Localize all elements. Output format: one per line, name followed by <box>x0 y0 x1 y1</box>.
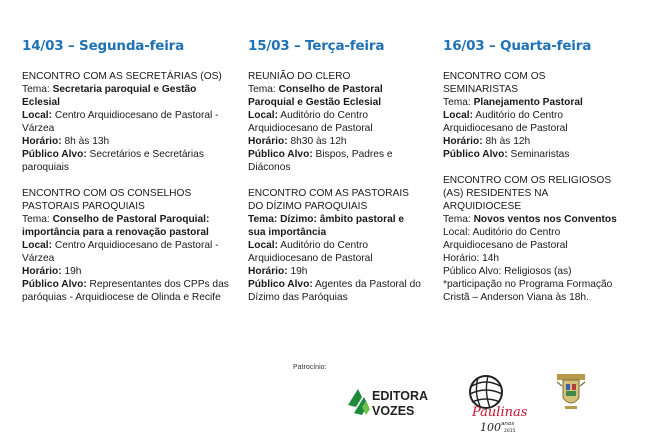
day-heading: 14/03 – Segunda-feira <box>22 38 185 54</box>
event-detail-value: 8h às 12h <box>482 136 531 147</box>
event-title: ENCONTRO COM OS CONSELHOS PASTORAIS PAROQUIAIS <box>22 188 192 212</box>
event-detail-row <box>22 83 232 109</box>
event-detail-row <box>443 148 623 161</box>
event-detail-key: Horário: <box>443 136 483 147</box>
event-detail-value: Secretaria paroquial e Gestão Eclesial <box>22 84 197 108</box>
crest-logo <box>555 372 587 412</box>
crest-icon <box>555 372 587 412</box>
event-detail-value: Auditório do Centro Arquidiocesano de Pastoral <box>248 110 373 134</box>
event-detail-key: Local: <box>22 110 53 121</box>
event-title: REUNIÃO DO CLERO <box>248 71 351 82</box>
events-list <box>443 70 623 317</box>
event-detail-value: Secretários e Secretárias paroquiais <box>22 149 204 173</box>
event-detail-row <box>248 109 423 135</box>
vozes-line2: VOZES <box>372 404 415 418</box>
event-detail-value: 14h <box>479 253 500 264</box>
event-detail-row <box>443 96 623 109</box>
event-detail-row <box>248 239 423 265</box>
event-block <box>443 70 623 161</box>
event-detail-key: Horário: <box>248 136 288 147</box>
event-detail-key: Tema: <box>248 84 279 95</box>
event-detail-row <box>248 278 423 304</box>
event-detail-key: Público Alvo: <box>443 149 508 160</box>
event-detail-key: Público Alvo: <box>22 149 87 160</box>
event-detail-value: 8h30 às 12h <box>287 136 347 147</box>
event-detail-row <box>22 109 232 135</box>
event-detail-key: Local: <box>443 110 474 121</box>
event-detail-row <box>22 213 232 239</box>
event-detail-row <box>22 278 232 304</box>
event-detail-value: Bispos, Padres e Diáconos <box>248 149 393 173</box>
event-detail-key: Local: <box>22 240 53 251</box>
event-detail-key: Horário: <box>248 266 288 277</box>
event-detail-key: Tema: <box>443 214 474 225</box>
event-detail-key: Público Alvo: <box>443 266 502 277</box>
event-title: ENCONTRO COM OS RELIGIOSOS (AS) RESIDENTES NA ARQUIDIOCESE <box>443 175 612 212</box>
event-detail-value: Centro Arquidiocesano de Pastoral - Várzea <box>22 110 219 134</box>
sponsor-label: Patrocínio: <box>293 364 327 371</box>
event-detail-key: Horário: <box>443 253 480 264</box>
event-detail-value: Religiosos (as) <box>501 266 572 277</box>
event-detail-value: 19h <box>61 266 82 277</box>
event-detail-row <box>443 213 623 226</box>
paulinas-logo <box>458 372 528 434</box>
event-block <box>443 174 623 304</box>
event-detail-key: Local: <box>248 110 279 121</box>
event-detail-row <box>248 135 423 148</box>
event-detail-key: Público Alvo: <box>22 279 87 290</box>
vozes-logo <box>346 383 432 423</box>
event-detail-value: Conselho de Pastoral Paroquial: importância para a renovação pastoral <box>22 214 210 238</box>
event-detail-value: Planejamento Pastoral <box>473 97 583 108</box>
event-detail-row <box>248 83 423 109</box>
day-heading: 16/03 – Quarta-feira <box>443 38 592 54</box>
event-detail-row <box>248 213 423 239</box>
event-detail-row <box>22 135 232 148</box>
event-title: ENCONTRO COM AS SECRETÁRIAS (OS) <box>22 71 222 82</box>
day-heading: 15/03 – Terça-feira <box>248 38 385 54</box>
event-block <box>248 70 423 174</box>
event-detail-value: Novos ventos nos Conventos <box>473 214 617 225</box>
events-list <box>248 70 423 317</box>
event-detail-value: Auditório do Centro Arquidiocesano de Pastoral <box>443 110 568 134</box>
event-detail-value: Dízimo: âmbito pastoral e sua importância <box>248 214 405 238</box>
event-detail-key: Tema: <box>22 214 53 225</box>
event-detail-value: Conselho de Pastoral Paroquial e Gestão Eclesial <box>248 84 383 108</box>
event-detail-row <box>443 265 623 278</box>
event-detail-key: Público Alvo: <box>248 279 313 290</box>
event-detail-row <box>248 265 423 278</box>
event-title: ENCONTRO COM OS SEMINARISTAS <box>443 71 546 95</box>
event-detail-key: Tema: <box>248 214 281 225</box>
event-detail-value: Auditório do Centro Arquidiocesano de Pastoral <box>443 227 568 251</box>
paulinas-100: 100 <box>480 421 501 434</box>
globe-icon <box>458 372 528 434</box>
event-title: ENCONTRO COM AS PASTORAIS DO DÍZIMO PAROQUIAIS <box>248 188 409 212</box>
event-detail-value: Representantes dos CPPs das paróquias - Arquidiocese de Olinda e Recife <box>22 279 229 303</box>
event-detail-key: Horário: <box>22 266 62 277</box>
event-detail-row <box>22 148 232 174</box>
vozes-logo-icon <box>346 383 432 423</box>
event-detail-row <box>443 109 623 135</box>
event-detail-row <box>443 135 623 148</box>
event-detail-value: Auditório do Centro Arquidiocesano de Pastoral <box>248 240 373 264</box>
paulinas-anos: anos <box>501 421 515 427</box>
event-detail-row <box>248 148 423 174</box>
events-list <box>22 70 232 317</box>
event-detail-key: Local: <box>248 240 279 251</box>
event-detail-row <box>443 252 623 265</box>
vozes-line1: EDITORA <box>372 389 429 403</box>
event-detail-value: *participação no Programa Formação Cristã – Anderson Viana às 18h. <box>443 279 613 303</box>
event-block <box>248 187 423 304</box>
paulinas-word: Paulinas <box>472 405 528 420</box>
event-detail-key: Horário: <box>22 136 62 147</box>
event-detail-key: Tema: <box>443 97 474 108</box>
event-detail-row <box>22 265 232 278</box>
event-block <box>22 70 232 174</box>
paulinas-year: 2015 <box>504 429 516 434</box>
event-detail-value: 8h às 13h <box>61 136 110 147</box>
event-detail-row <box>443 278 623 304</box>
event-detail-value: Centro Arquidiocesano de Pastoral - Várzea <box>22 240 219 264</box>
event-detail-value: 19h <box>287 266 308 277</box>
event-detail-key: Tema: <box>22 84 53 95</box>
event-detail-row <box>22 239 232 265</box>
event-detail-value: Agentes da Pastoral do Dízimo das Paróquias <box>248 279 421 303</box>
event-detail-key: Público Alvo: <box>248 149 313 160</box>
event-block <box>22 187 232 304</box>
event-detail-key: Local: <box>443 227 471 238</box>
event-detail-row <box>443 226 623 252</box>
event-detail-value: Seminaristas <box>507 149 570 160</box>
